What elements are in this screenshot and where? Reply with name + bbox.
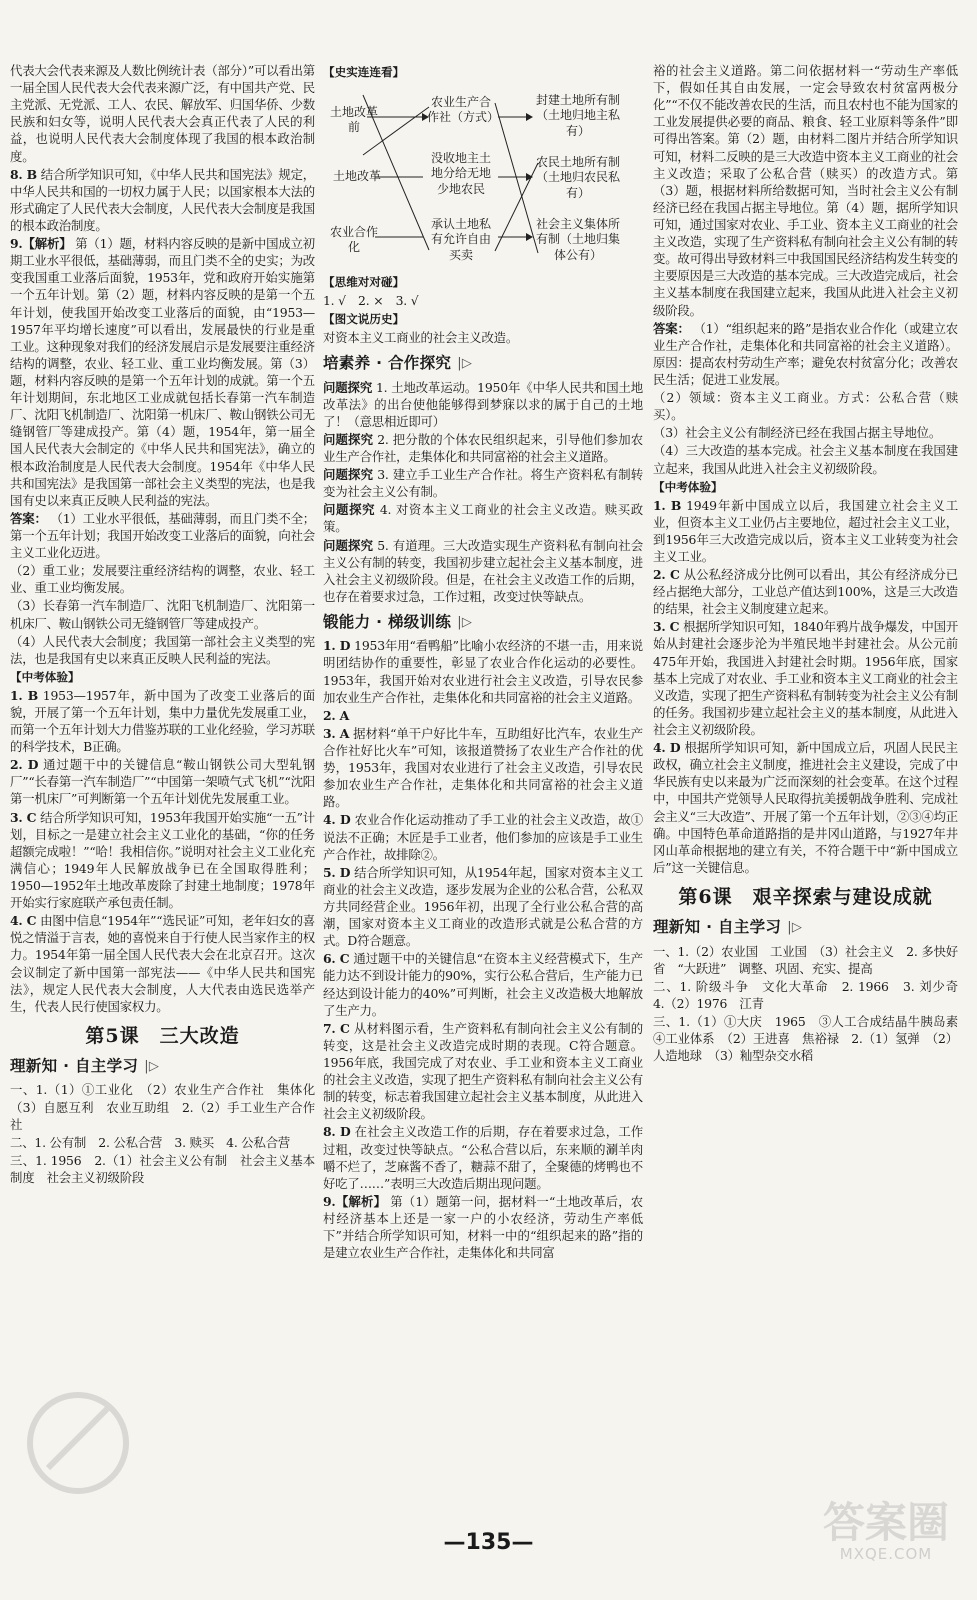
answer-text: （2）领域：资本主义工商业。方式：公私合营（赎买）。 xyxy=(653,390,958,423)
question-number: 答案： xyxy=(10,510,47,526)
answer-text: 据材料“单干户好比牛车，互助组好比汽车，农业生产合作社好比火车”可知，该报道赞扬了农业生产合作社的优势，1953年，我国对农业进行了社会主义改造，引导农民参加农业生产合作社，走集体化和共同富裕的社会主义道路。 xyxy=(323,725,643,810)
question-number: 6. C xyxy=(323,951,350,967)
question-number: 2. C xyxy=(653,567,680,583)
answer-paragraph xyxy=(323,864,643,950)
answer-paragraph xyxy=(10,1081,328,1132)
section-tag: 【思维对对碰】 xyxy=(323,274,405,289)
lesson-title: 第6课 艰辛探索与建设成就 xyxy=(678,886,933,909)
answer-paragraph xyxy=(653,442,958,476)
answer-paragraph xyxy=(653,424,958,441)
answer-paragraph xyxy=(10,756,315,807)
answer-text: 1953年用“看鸭船”比喻小农经济的不堪一击，用来说明团结协作的重要性，彰显了农业合作化运动的必要性。1953年，我国开始对农业进行社会主义改造，引导农民参加农业生产合作社，走集体化和共同富裕的社会主义道路。 xyxy=(323,638,643,705)
answer-text: （3）社会主义公有制经济已经在我国占据主导地位。 xyxy=(653,425,942,441)
answer-paragraph xyxy=(323,466,643,500)
answer-text: 一、1.（2）农业国 工业国 （3）社会主义 2. 多快好省 “大跃进” 调整、巩固、充实、提高 xyxy=(653,943,958,976)
answer-paragraph xyxy=(10,562,315,596)
question-number: 5. D xyxy=(323,864,351,880)
answer-paragraph xyxy=(323,1193,643,1261)
answer-paragraph xyxy=(653,566,958,617)
answer-paragraph xyxy=(10,687,315,755)
middle-column xyxy=(323,62,643,1262)
answer-text: 第（1）题，材料内容反映的是新中国成立初期工业水平很低，基础薄弱，而且门类不全的史实；为改变我国重工业落后面貌，1953年，党和政府开始实施第一个五年计划。第（2）题，材料内容反映的是第一个五年计划，使我国开始改变工业落后的面貌，由“1953—1957年平均增长速度”可以看出，发展最快的行业是重工业。这种现象对我们的经济发展启示是发展要注重经济结构的调整，农业、轻工业、重工业均衡发展。第（3）题，材料内容反映的是第一个五年计划的成就。第一个五年计划期间，东北地区工业成就包括长春第一汽车制造厂、沈阳飞机制造厂、沈阳第一机床厂、鞍山钢铁公司无缝钢管厂等建成投产。第（4）题，1954年，第一届全国人民代表大会制定的《中华人民共和国宪法》，确立的根本政治制度是人民代表大会制度。1954年《中华人民共和国宪法》是我国第一部社会主义类型的宪法，也是我国有史以来真正反映人民利益的宪法。 xyxy=(10,236,315,508)
answer-paragraph xyxy=(10,62,315,165)
heading-arrow-icon: |▷ xyxy=(457,355,473,371)
lesson-title: 第5课 三大改造 xyxy=(85,1024,240,1047)
question-number: 4. D xyxy=(653,740,681,756)
heading-arrow-icon: |▷ xyxy=(457,614,473,630)
question-number: 3. C xyxy=(653,619,680,635)
answer-text: 1. √ 2. × 3. √ xyxy=(323,292,419,308)
question-number: 4. C xyxy=(10,913,37,929)
diagram-node-col3-1: 农民土地所有制（土地归农民私有） xyxy=(535,154,620,200)
section-heading-text: 培素养 · 合作探究 xyxy=(323,354,452,373)
diagram-node-col2-0: 农业生产合作社（方式） xyxy=(427,94,500,125)
section-tag: 【图文说历史】 xyxy=(323,312,405,327)
diagram-node-col1-1: 土地改革 xyxy=(332,168,381,183)
answer-paragraph xyxy=(653,943,958,977)
answer-paragraph xyxy=(323,950,643,1018)
answer-text: 结合所学知识可知，1953年我国开始实施“一五”计划，目标之一是建立社会主义工业化的基础，“你的任务超额完成啦！”“哈！我相信你。”说明对社会主义工业化充满信心；1949年人民解放战争已在全国取得胜利；1950—1952年土地改革废除了封建土地制度；1978年开始实行家庭联产承包责任制。 xyxy=(10,809,316,911)
answer-text: （4）三大改造的基本完成。社会主义基本制度在我国建立起来，我国从此进入社会主义初级阶段。 xyxy=(653,443,958,476)
arrow-head-icon xyxy=(526,233,533,241)
answer-text: 1953—1957年，新中国为了改变工业落后的面貌，开展了第一个五年计划，集中力量优先发展重工业，而第一个五年计划大力借鉴苏联的工业化经验，学习苏联的科学技术，B正确。 xyxy=(10,687,315,755)
answer-text: 通过题干中的关键信息“在资本主义经营模式下，生产能力达不到设计能力的90%，实行公私合营后，生产能力已经达到设计能力的40%”可判断，社会主义改造极大地解放了生产力。 xyxy=(323,951,643,1018)
answer-text: 三、1.（1）①大庆 1965 ③人工合成结晶牛胰岛素 ④工业体系 （2）王进喜 焦裕禄 2.（1）氢弹 （2）人造地球 （3）籼型杂交水稻 xyxy=(653,1014,971,1064)
page-number: —135— xyxy=(443,1530,534,1555)
answer-paragraph xyxy=(653,320,958,388)
section-heading xyxy=(323,353,643,374)
answer-text: 根据所学知识可知，新中国成立后，巩固人民民主政权，确立社会主义制度，推进社会主义建设，完成了中华民族有史以来最为广泛而深刻的社会变革。在这个过程中，中国共产党领导人民取得抗美援朝战争胜利、完成社会主义“三大改造”、开展了第一个五年计划，②③④均正确。中国特色革命道路指的是井冈山道路，与1927年井冈山革命根据地的建立有关，不符合题干中“新中国成立后”这一关键信息。 xyxy=(653,740,958,875)
question-number: 3. A xyxy=(323,725,350,741)
question-number: 3. C xyxy=(10,809,37,825)
question-number: 1. B xyxy=(10,687,38,703)
answer-text: 二、1. 阶级斗争 文化大革命 2. 1966 3. 刘少奇 4.（2）1976 江青 xyxy=(653,978,971,1011)
answer-text: 二、1. 公有制 2. 公私合营 3. 赎买 4. 公私合营 xyxy=(10,1134,291,1150)
history-matching-diagram xyxy=(323,85,623,271)
answer-text: 5. 有道理。三大改造实现生产资料私有制向社会主义公有制的转变，我国初步建立起社会主义基本制度，进入社会主义初级阶段。但是，在社会主义改造工作的后期，也存在着要求过急，工作过粗，改变过快等缺点。 xyxy=(323,537,643,604)
question-number: 问题探究 xyxy=(323,431,374,447)
answer-text: （4）人民代表大会制度；我国第一部社会主义类型的宪法，也是我国有史以来真正反映人民利益的宪法。 xyxy=(10,633,315,666)
question-number: 问题探究 xyxy=(323,502,376,518)
answer-paragraph xyxy=(323,431,643,465)
answer-paragraph xyxy=(323,725,643,811)
answer-text: 裕的社会主义道路。第二问依据材料一“劳动生产率低下，假如任其自由发展，一定会导致农村贫富两极分化”“不仅不能改善农民的生活，而且农村也不能为国家的工业发展提供必要的商品、粮食、轻工业原料等条件”即可得出答案。第（2）题，由材料二图片并结合所学知识可知，材料二反映的是三大改造中资本主义工商业的社会主义改造；采取了公私合营（赎买）的改造方式。第（3）题，根据材料所给数据可知，当时社会主义公有制经济已经在我国占据主导地位。第（4）题，据所学知识可知，通过国家对农业、手工业、资本主义工商业的社会主义改造，实现了生产资料私有制向社会主义公有制的转变。故可得出导致材料三中我国国民经济结构发生转变的主要原因是三大改造的基本完成。三大改造完成后，社会主义基本制度在我国建立起来，我国从此进入社会主义初级阶段。 xyxy=(653,63,958,318)
answer-paragraph xyxy=(323,329,643,346)
answer-paragraph xyxy=(323,292,643,309)
answer-paragraph xyxy=(10,235,315,509)
answer-paragraph xyxy=(10,1134,315,1151)
left-column xyxy=(10,62,328,1187)
answer-paragraph xyxy=(653,1013,971,1064)
answer-text: 由图中信息“1954年”“选民证”可知，老年妇女的喜悦之情溢于言表，她的喜悦来自于行使人民当家作主的权力。1954年第一届全国人民代表大会在北京召开。这次会议制定了新中国第一部宪法——《中华人民共和国宪法》，规定人民代表大会制度，人大代表由选民选举产生，代表人民行使国家权力。 xyxy=(10,913,315,1014)
question-number: 8. D xyxy=(323,1124,351,1140)
answer-text: 通过题干中的关键信息“鞍山钢铁公司大型轧钢厂”“长春第一汽车制造厂”“中国第一架喷气式飞机”“沈阳第一机床厂”可判断第一个五年计划优先发展重工业。 xyxy=(10,757,316,807)
answer-text: 对资本主义工商业的社会主义改造。 xyxy=(323,330,519,346)
section-tag: 【中考体验】 xyxy=(653,479,723,494)
heading-arrow-icon: |▷ xyxy=(787,919,803,935)
right-column xyxy=(653,62,971,1065)
section-heading xyxy=(323,612,643,633)
diagram-node-col1-0: 土地改革前 xyxy=(329,104,378,135)
question-number: 答案： xyxy=(653,320,690,336)
answer-paragraph xyxy=(323,379,643,430)
answer-text: 从公私经济成分比例可以看出，其公有经济成分已经占据绝大部分，工业总产值达到100%，这是三大改造的结果，社会主义制度建立起来。 xyxy=(653,567,958,617)
answer-text: （1）“组织起来的路”是指农业合作化（或建立农业生产合作社，走集体化和共同富裕的社会主义道路）。原因：提高农村劳动生产率；避免农村贫富分化；改善农民生活；促进工业发展。 xyxy=(653,320,959,387)
answer-paragraph xyxy=(323,637,643,705)
answer-paragraph xyxy=(323,501,643,535)
question-number: 9.【解析】 xyxy=(323,1193,387,1209)
arrow-head-icon xyxy=(526,113,533,121)
section-heading xyxy=(653,917,958,938)
answer-paragraph xyxy=(653,618,958,738)
question-number: 2. A xyxy=(323,707,350,723)
section-heading-text: 理新知 · 自主学习 xyxy=(653,918,782,937)
answer-text: 1. 土地改革运动。1950年《中华人民共和国土地改革法》的出台使他能够得到梦寐以求的属于自己的土地了！（意思相近即可） xyxy=(323,379,644,429)
answer-paragraph xyxy=(323,1123,643,1191)
answer-paragraph xyxy=(10,597,315,631)
answer-paragraph xyxy=(10,912,315,1015)
section-tag: 【史实连连看】 xyxy=(323,65,405,79)
question-number: 9.【解析】 xyxy=(10,236,72,252)
answer-paragraph xyxy=(10,633,315,667)
answer-text: （2）重工业；发展要注重经济结构的调整，农业、轻工业、重工业均衡发展。 xyxy=(10,563,315,596)
answer-text: 3. 建立手工业生产合作社。将生产资料私有制转变为社会主义公有制。 xyxy=(323,467,643,500)
answer-text: 在社会主义改造工作的后期，存在着要求过急，工作过粗，改变过快等缺点。“公私合营以后，东来顺的涮羊肉嚼不烂了，芝麻酱不香了，糖蒜不甜了，全聚德的烤鸭也不好吃了……”表明三大改造后期出现问题。 xyxy=(323,1124,643,1191)
question-number: 4. D xyxy=(323,812,351,828)
answer-paragraph xyxy=(323,811,643,862)
section-heading xyxy=(10,1056,315,1077)
question-number: 问题探究 xyxy=(323,379,373,395)
answer-text: 根据所学知识可知，1840年鸦片战争爆发，中国开始从封建社会逐步沦为半殖民地半封建社会。从公元前475年开始，我国进入封建社会时期。1956年底，国家基本上完成了对农业、手工业和资本主义工商业的社会主义改造，实现了把生产资料私有制转变为社会主义公有制的任务。我国初步建立起社会主义的基本制度，从此进入社会主义初级阶段。 xyxy=(653,619,959,738)
answer-paragraph xyxy=(10,809,315,912)
diagram-node-col2-2: 承认土地私有允许自由买卖 xyxy=(430,216,491,262)
answer-paragraph xyxy=(10,510,315,561)
connector-line xyxy=(495,103,538,253)
answer-text: （3）长春第一汽车制造厂、沈阳飞机制造厂、沈阳第一机床厂、鞍山钢铁公司无缝钢管厂等建成投产。 xyxy=(10,598,315,631)
question-number: 问题探究 xyxy=(323,537,374,553)
answer-paragraph xyxy=(10,166,315,234)
answer-text: 三、1. 1956 2.（1）社会主义公有制 社会主义基本制度 社会主义初级阶段 xyxy=(10,1152,315,1186)
section-heading-text: 锻能力 · 梯级训练 xyxy=(323,612,452,631)
answer-text: 结合所学知识可知，《中华人民共和国宪法》规定，中华人民共和国的一切权力属于人民；以国家根本大法的形式确定了人民代表大会制度，人民代表大会制度是我国的根本政治制度。 xyxy=(10,166,316,233)
question-number: 7. C xyxy=(323,1020,350,1036)
answer-text: 一、1.（1）①工业化 （2）农业生产合作社 集体化 （3）自愿互利 农业互助组 2.（2）手工业生产合作社 xyxy=(10,1082,328,1132)
answer-text: 代表大会代表来源及人数比例统计表（部分）”可以看出第一届全国人民代表大会代表来源广泛，有中国共产党、民主党派、无党派、工人、农民、解放军、归国华侨、少数民族和妇女等，说明人民代表大会真正代表了人民的利益，也说明人民代表大会制度体现了我国的根本政治制度。 xyxy=(10,63,315,164)
section-tag: 【中考体验】 xyxy=(10,669,80,684)
answer-paragraph xyxy=(653,497,958,565)
answer-paragraph xyxy=(653,739,958,876)
answer-paragraph xyxy=(10,1152,315,1186)
diagram-node-col3-2: 社会主义集体所有制（土地归集体公有） xyxy=(535,216,620,262)
answer-text: 2. 把分散的个体农民组织起来，引导他们参加农业生产合作社，走集体化和共同富裕的社会主义道路。 xyxy=(323,431,643,464)
answer-text: 第（1）题第一问，据材料一“土地改革后，农村经济基本上还是一家一户的小农经济，劳动生产率低下”并结合所学知识可知，材料一中的“组织起来的路”指的是建立农业生产合作社，走集体化和共同富 xyxy=(323,1193,643,1261)
watermark-site: MXQE.COM xyxy=(839,1545,933,1563)
question-number: 问题探究 xyxy=(323,467,374,483)
question-number: 1. D xyxy=(323,638,351,654)
answer-text: 1949年新中国成立以后，我国建立社会主义工业，但资本主义工业仍占主要地位，超过社会主义工业，到1956年三大改造完成以后，资本主义工业转变为社会主义工业。 xyxy=(653,497,958,564)
answer-paragraph xyxy=(653,62,958,319)
watermark-brand: 答案圈 xyxy=(822,1498,949,1547)
watermark-left-logo xyxy=(18,1368,138,1518)
answer-text: 4. 对资本主义工商业的社会主义改造。赎买政策。 xyxy=(323,502,643,535)
answer-text: 农业合作化运动推动了手工业的社会主义改造，故①说法不正确；木匠是手工业者，他们参加的应该是手工业生产合作社，故排除②。 xyxy=(323,812,643,862)
section-heading-text: 理新知 · 自主学习 xyxy=(10,1057,139,1076)
diagram-node-col3-0: 封建土地所有制（土地归地主私有） xyxy=(535,92,620,138)
heading-arrow-icon: |▷ xyxy=(144,1058,160,1074)
diagram-node-col1-2: 农业合作化 xyxy=(329,224,378,255)
answer-text: 结合所学知识可知，从1954年起，国家对资本主义工商业的社会主义改造，逐步发展为企业的公私合营，公私双方共同经营企业。1956年初，出现了全行业公私合营的高潮，国家对资本主义工商业的改造形式就是公私合营的方式。D符合题意。 xyxy=(323,864,643,949)
answer-paragraph xyxy=(323,1020,643,1123)
answer-text: （1）工业水平很低，基础薄弱，而且门类不全；第一个五年计划；我国开始改变工业落后的面貌，向社会主义工业化迈进。 xyxy=(10,510,315,561)
question-number: 1. B xyxy=(653,497,682,513)
answer-paragraph xyxy=(323,537,643,605)
answer-paragraph xyxy=(653,389,958,423)
question-number: 8. B xyxy=(10,166,37,182)
answer-paragraph xyxy=(323,707,643,724)
question-number: 2. D xyxy=(10,757,39,773)
diagram-node-col2-1: 没收地主土地分给无地少地农民 xyxy=(430,150,491,196)
answer-paragraph xyxy=(653,978,971,1012)
answer-text: 从材料图示看，生产资料私有制向社会主义公有制的转变，这是社会主义改造完成时期的表现。C符合题意。1956年底，我国完成了对农业、手工业和资本主义工商业的社会主义改造，实现了把生产资料私有制向社会主义公有制的转变，标志着我国建立起社会主义基本制度，从此进入社会主义初级阶段。 xyxy=(323,1020,643,1122)
